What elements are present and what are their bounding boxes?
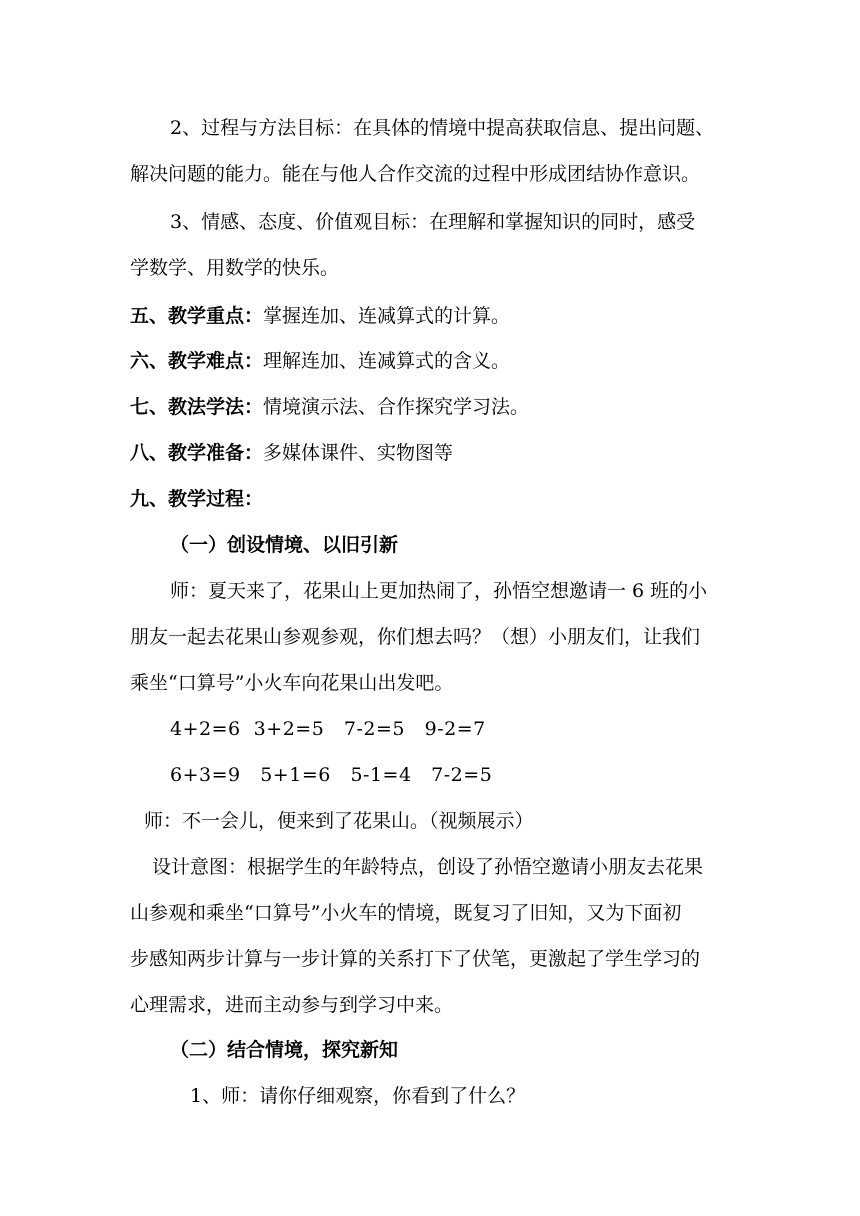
section6-heading: 六、教学难点： bbox=[130, 350, 264, 372]
teacher1-line2: 朋友一起去花果山参观参观，你们想去吗？（想）小朋友们，让我们 bbox=[130, 626, 701, 648]
section5-paragraph bbox=[130, 304, 510, 328]
design-line3: 步感知两步计算与一步计算的关系打下了伏笔，更激起了学生学习的 bbox=[130, 948, 701, 970]
question1: 1、师：请你仔细观察，你看到了什么？ bbox=[190, 1085, 526, 1107]
section7-heading: 七、教法学法： bbox=[130, 396, 264, 418]
section8-paragraph bbox=[130, 441, 453, 465]
section7-paragraph bbox=[130, 395, 529, 419]
teacher1-line1: 师：夏天来了，花果山上更加热闹了，孙悟空想邀请一 6 班的小 bbox=[170, 580, 708, 602]
design-line4: 心理需求，进而主动参与到学习中来。 bbox=[130, 994, 454, 1016]
section9-heading: 九、教学过程： bbox=[130, 488, 264, 510]
section7-text: 情境演示法、合作探究学习法。 bbox=[263, 396, 530, 418]
section6-paragraph bbox=[130, 349, 510, 373]
section5-text: 掌握连加、连减算式的计算。 bbox=[263, 305, 511, 327]
equations-row2: 6+3=9 5+1=6 5-1=4 7-2=5 bbox=[170, 764, 493, 786]
section6-text: 理解连加、连减算式的含义。 bbox=[263, 350, 511, 372]
section5-heading: 五、教学重点： bbox=[130, 305, 264, 327]
goal3-line2: 学数学、用数学的快乐。 bbox=[130, 257, 340, 279]
section8-text: 多媒体课件、实物图等 bbox=[263, 442, 454, 464]
part1-heading: （一）创设情境、以旧引新 bbox=[170, 534, 399, 556]
design-line1: 设计意图：根据学生的年龄特点，创设了孙悟空邀请小朋友去花果 bbox=[152, 856, 704, 878]
design-line2: 山参观和乘坐“口算号”小火车的情境，既复习了旧知，又为下面初 bbox=[130, 902, 682, 924]
teacher2: 师：不一会儿，便来到了花果山。（视频展示） bbox=[144, 810, 534, 832]
teacher1-line3: 乘坐“口算号”小火车向花果山出发吧。 bbox=[130, 672, 454, 694]
section8-heading: 八、教学准备： bbox=[130, 442, 264, 464]
goal3-line1: 3、情感、态度、价值观目标：在理解和掌握知识的同时，感受 bbox=[170, 211, 696, 233]
part2-heading: （二）结合情境，探究新知 bbox=[170, 1039, 399, 1061]
goal2-line1: 2、过程与方法目标：在具体的情境中提高获取信息、提出问题、 bbox=[170, 117, 715, 139]
equations-row1: 4+2=6 3+2=5 7-2=5 9-2=7 bbox=[170, 718, 486, 740]
goal2-line2: 解决问题的能力。能在与他人合作交流的过程中形成团结协作意识。 bbox=[130, 163, 701, 185]
